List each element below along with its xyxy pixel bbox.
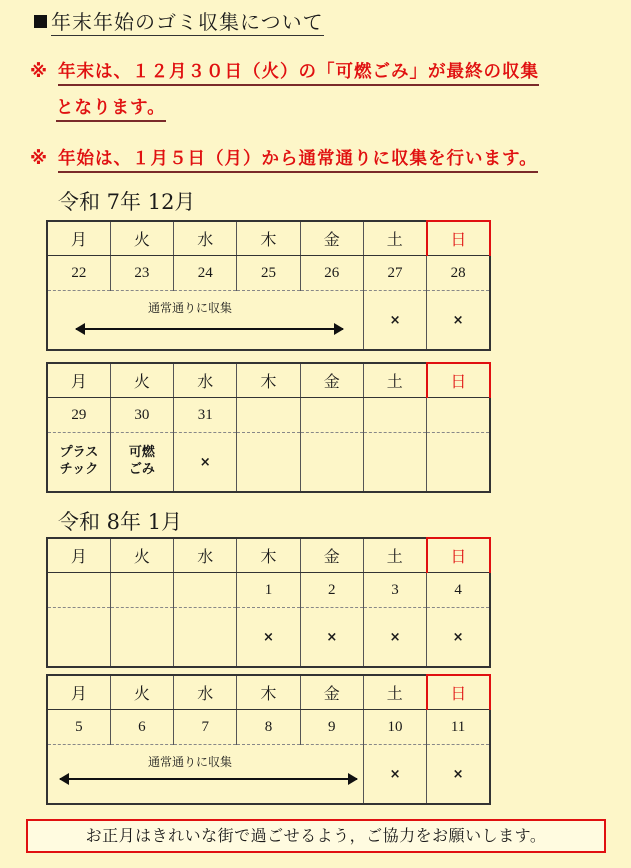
january-week2-table [46,674,491,805]
weekday-sun: 日 [427,538,490,573]
notice-new-year [30,145,538,170]
weekday-mon: 月 [47,675,110,710]
weekday-fri: 金 [300,675,363,710]
notice-year-end-line1: 年末は、１２月３０日（火）の「可燃ごみ」が最終の収集 [58,62,539,86]
date-cell: 6 [110,710,173,745]
no-collection-mark: × [363,291,426,351]
january-week1-table [46,537,491,668]
heading-text: 年末年始のゴミ収集について [51,10,324,34]
weekday-tue: 火 [110,675,173,710]
empty-cell [300,433,363,493]
weekday-mon: 月 [47,363,110,398]
weekday-sun: 日 [427,363,490,398]
date-cell [363,398,426,433]
empty-cell [174,608,237,668]
weekday-thu: 木 [237,221,300,256]
date-cell: 4 [427,573,490,608]
weekday-fri: 金 [300,538,363,573]
date-cell [47,573,110,608]
date-cell: 2 [300,573,363,608]
date-cell: 27 [363,256,426,291]
weekday-thu: 木 [237,363,300,398]
empty-cell [237,433,300,493]
date-cell: 24 [174,256,237,291]
no-collection-mark: × [427,291,490,351]
double-arrow-icon [60,778,357,780]
normal-collection-label: 通常通りに収集 [148,755,233,769]
no-collection-mark: × [237,608,300,668]
weekday-thu: 木 [237,675,300,710]
date-cell: 9 [300,710,363,745]
notice-year-end [30,58,539,83]
no-collection-mark: × [427,745,490,805]
weekday-sun: 日 [427,221,490,256]
date-cell [300,398,363,433]
december-title: 令和 7年 12月 [58,190,196,214]
weekday-sat: 土 [363,538,426,573]
normal-collection-label: 通常通りに収集 [148,301,233,315]
date-cell: 26 [300,256,363,291]
no-collection-mark: × [363,745,426,805]
date-cell [237,398,300,433]
empty-cell [363,433,426,493]
date-row [47,710,490,745]
double-arrow-icon [76,328,343,330]
weekday-wed: 水 [174,363,237,398]
date-cell: 28 [427,256,490,291]
notice-mark: ※ [30,149,49,169]
weekday-fri: 金 [300,221,363,256]
page-heading [34,6,324,35]
weekday-tue: 火 [110,221,173,256]
date-cell: 10 [363,710,426,745]
december-week2-table [46,362,491,493]
weekday-wed: 水 [174,221,237,256]
collection-row [47,291,490,351]
date-cell: 1 [237,573,300,608]
weekday-fri: 金 [300,363,363,398]
normal-collection-span [47,745,363,805]
weekday-row [47,538,490,573]
square-bullet-icon [34,15,47,28]
notice-year-end-cont [56,94,166,119]
empty-cell [427,433,490,493]
weekday-sat: 土 [363,363,426,398]
january-title: 令和 8年 1月 [58,510,183,534]
date-cell: 22 [47,256,110,291]
weekday-mon: 月 [47,221,110,256]
normal-collection-span [47,291,363,351]
date-cell [110,573,173,608]
empty-cell [110,608,173,668]
weekday-mon: 月 [47,538,110,573]
weekday-wed: 水 [174,675,237,710]
date-row [47,256,490,291]
december-week1-table [46,220,491,351]
date-cell: 8 [237,710,300,745]
date-cell: 31 [174,398,237,433]
collection-row [47,608,490,668]
date-cell: 25 [237,256,300,291]
collection-row [47,745,490,805]
weekday-sun: 日 [427,675,490,710]
notice-mark: ※ [30,62,49,82]
date-cell: 30 [110,398,173,433]
date-cell: 29 [47,398,110,433]
weekday-thu: 木 [237,538,300,573]
weekday-tue: 火 [110,363,173,398]
notice-year-end-line2: となります。 [56,98,166,122]
collection-row [47,433,490,493]
date-cell: 11 [427,710,490,745]
weekday-wed: 水 [174,538,237,573]
date-cell: 7 [174,710,237,745]
footer-message: お正月はきれいな街で過ごせるよう，ご協力をお願いします。 [26,819,606,853]
notice-new-year-line1: 年始は、１月５日（月）から通常通りに収集を行います。 [58,149,538,173]
weekday-row [47,675,490,710]
date-cell: 23 [110,256,173,291]
date-cell: 3 [363,573,426,608]
no-collection-mark: × [427,608,490,668]
weekday-row [47,363,490,398]
date-row [47,573,490,608]
weekday-sat: 土 [363,221,426,256]
burnable-collection: 可燃 ごみ [110,433,173,493]
weekday-tue: 火 [110,538,173,573]
weekday-sat: 土 [363,675,426,710]
weekday-row [47,221,490,256]
no-collection-mark: × [363,608,426,668]
date-cell [427,398,490,433]
date-cell: 5 [47,710,110,745]
date-cell [174,573,237,608]
no-collection-mark: × [174,433,237,493]
no-collection-mark: × [300,608,363,668]
empty-cell [47,608,110,668]
date-row [47,398,490,433]
plastic-collection: プラス チック [47,433,110,493]
